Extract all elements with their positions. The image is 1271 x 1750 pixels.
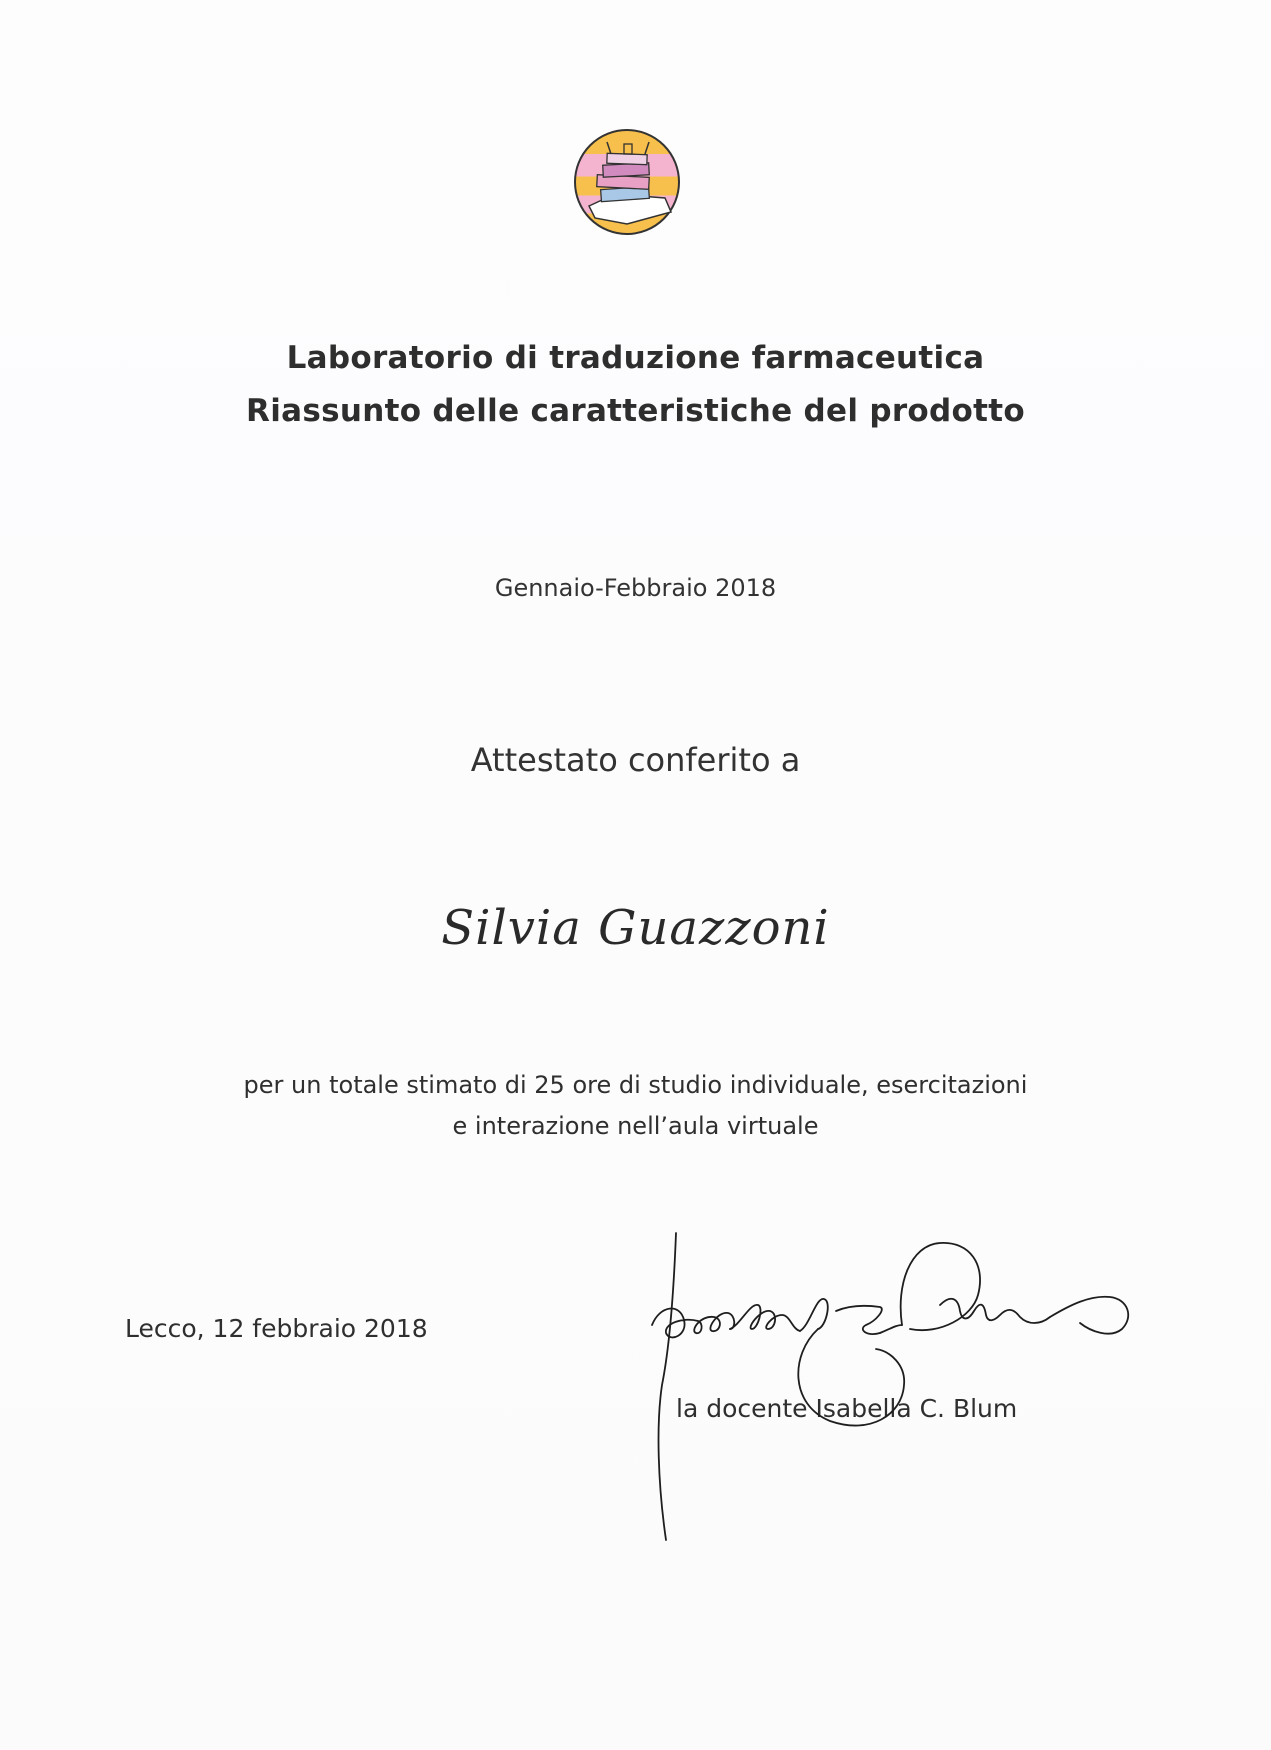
description-line-1: per un totale stimato di 25 ore di studio individuale, esercitazioni	[243, 1071, 1028, 1099]
title-line-2: Riassunto delle caratteristiche del prodotto	[246, 393, 1025, 429]
awarded-to-label: Attestato conferito a	[470, 741, 801, 779]
signature-icon	[640, 1225, 1200, 1545]
teacher-name: la docente Isabella C. Blum	[676, 1394, 1018, 1423]
place-and-date: Lecco, 12 febbraio 2018	[125, 1314, 428, 1343]
course-period: Gennaio-Febbraio 2018	[494, 574, 777, 602]
recipient-name: Silvia Guazzoni	[441, 900, 830, 956]
description-line-2: e interazione nell’aula virtuale	[452, 1112, 819, 1140]
title-line-1: Laboratorio di traduzione farmaceutica	[286, 340, 985, 376]
book-stack-icon	[567, 126, 687, 238]
